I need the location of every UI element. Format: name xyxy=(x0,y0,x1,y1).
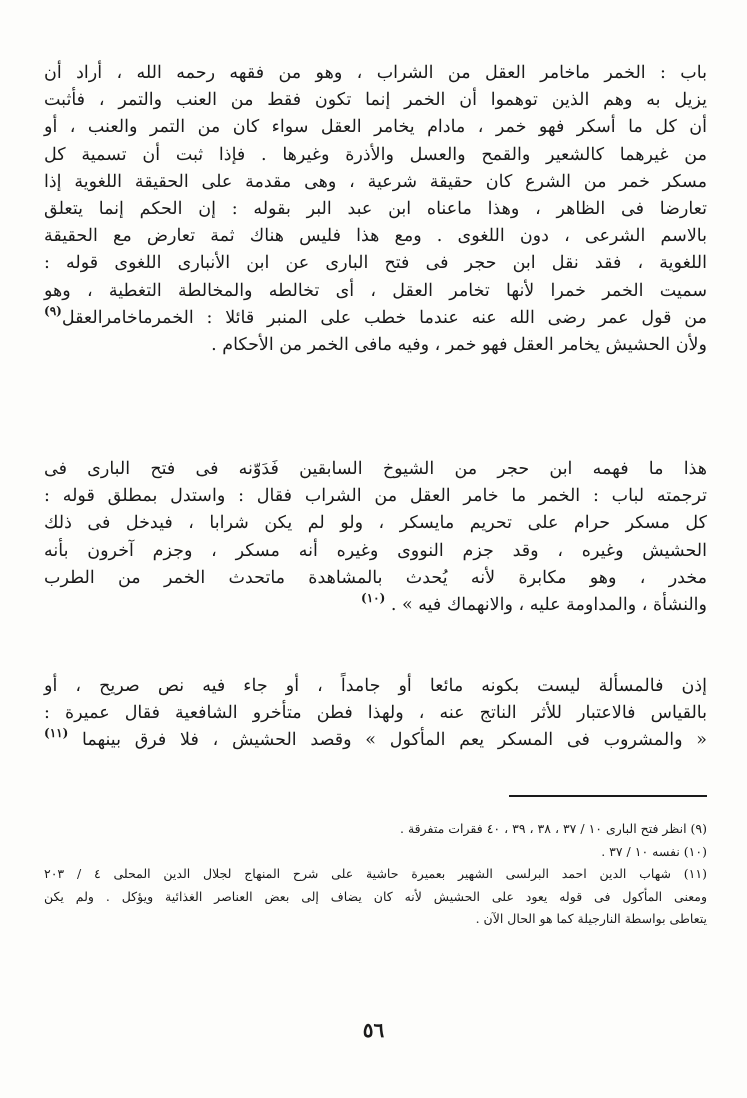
text-line: اللغوية ، فقد نقل ابن حجر فى فتح البارى عن ابن الأنبارى اللغوى قوله : xyxy=(44,253,707,274)
footnote-line: (٩) انظر فتح البارى ١٠ / ٣٧ ، ٣٨ ، ٣٩ ، ٤٠ فقرات متفرقة . xyxy=(400,821,707,836)
text-line: من قول عمر رضى الله عنه عندما خطب على المنبر قائلا : الخمرماخامرالعقل xyxy=(61,307,707,328)
text-line: ترجمته لباب : الخمر ما خامر العقل من الشراب فقال : واستدل بمطلق قوله : xyxy=(44,486,707,507)
text-line: الحشيش وغيره ، وقد جزم النووى وغيره أنه مسكر ، وجزم آخرون بأنه xyxy=(44,540,707,561)
footnote-line: (١١) شهاب الدين احمد البرلسى الشهير بعميرة حاشية على شرح المنهاج لجلال الدين المحلى ٤ / ٢٠٣ xyxy=(44,866,707,881)
text-line-with-footnote-9 xyxy=(44,305,707,332)
text-line: « والمشروب فى المسكر يعم المأكول » وقصد الحشيش ، فلا فرق بينهما xyxy=(82,730,707,751)
text-line: يزيل به وهم الذين توهموا أن الخمر إنما تكون فقط من العنب والتمر ، فأثبت xyxy=(44,90,707,111)
text-line: مخدر ، وهو مكابرة لأنه يُحدث بالمشاهدة ماتحدث الخمر من الطرب xyxy=(44,567,707,588)
paragraph-2 xyxy=(44,456,707,619)
text-line: بالاسم الشرعى ، دون اللغوى . ومع هذا فليس هناك ثمة تعارض مع الحقيقة xyxy=(44,226,707,247)
footnote-separator xyxy=(509,795,707,797)
text-line: باب : الخمر ماخامر العقل من الشراب ، وهو من فقهه رحمه الله ، أراد أن xyxy=(44,63,707,83)
text-line-with-footnote-11 xyxy=(44,727,707,754)
text-line: ولأن الحشيش يخامر العقل فهو خمر ، وفيه مافى الخمر من الأحكام . xyxy=(211,334,707,355)
paragraph-1 xyxy=(44,60,707,359)
footnote-line: (١٠) نفسه ١٠ / ٣٧ . xyxy=(601,843,707,859)
text-line: بالقياس فالاعتبار للأثر الناتج عنه ، ولهذا فطن متأخرو الشافعية فقال عميرة : xyxy=(44,703,707,724)
text-line: إذن فالمسألة ليست بكونه مائعا أو جامداً ، أو جاء فيه نص صريح ، أو xyxy=(44,676,707,696)
text-line: سميت الخمر خمرا لأنها تخامر العقل ، أى تخالطه والمخالطة التغطية ، وهو xyxy=(44,280,707,301)
paragraph-3 xyxy=(44,673,707,755)
text-line-with-footnote-10 xyxy=(44,592,707,619)
text-line: كل مسكر حرام على تحريم مايسكر ، ولو لم يكن شرابا ، فيدخل فى ذلك xyxy=(44,513,707,534)
text-line: تعارضا فى الظاهر ، وهذا ماعناه ابن عبد البر بقوله : إن الحكم إنما يتعلق xyxy=(44,198,707,219)
footnotes xyxy=(44,818,707,931)
text-line: والنشأة ، والمداومة عليه ، والانهماك فيه » . xyxy=(390,594,707,615)
text-line: هذا ما فهمه ابن حجر من الشيوخ السابقين فَدَوّنه فى فتح البارى فى xyxy=(44,459,707,479)
footnote-marker-11: (١١) xyxy=(44,726,69,741)
footnote-marker-9: (٩) xyxy=(44,303,62,318)
text-line: أن كل ما أسكر فهو خمر ، مادام يخامر العقل سواء كان من التمر والعنب ، أو xyxy=(44,117,707,138)
text-line: من غيرهما كالشعير والقمح والعسل والأذرة وغيرها . فإذا ثبت أن تسمية كل xyxy=(44,144,707,165)
footnote-marker-10: (١٠) xyxy=(361,590,386,605)
footnote-line: يتعاطى بواسطة النارجيلة كما هو الحال الآن . xyxy=(475,911,707,926)
page-number: ٥٦ xyxy=(362,1018,385,1042)
footnote-line: ومعنى المأكول فى قوله يعود على الحشيش لأنه كان يضاف إلى بعض العناصر الغذائية ويؤكل . ولم يكن xyxy=(44,888,707,904)
text-line: مسكر خمر من الشرع كان حقيقة شرعية ، وهى مقدمة على الحقيقة اللغوية إذا xyxy=(44,171,707,192)
